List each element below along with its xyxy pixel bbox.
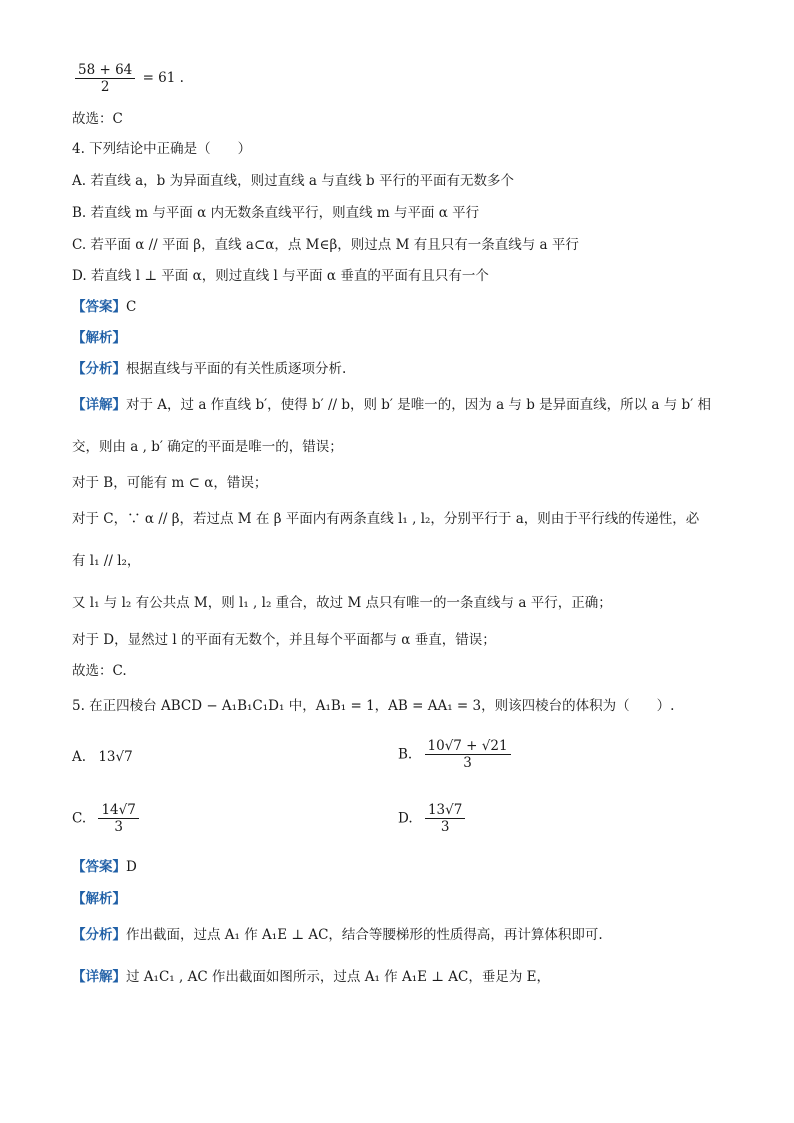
q4-detail-1 bbox=[72, 396, 711, 414]
q5-analysis bbox=[72, 890, 126, 908]
fraction-denominator: 3 bbox=[440, 819, 450, 835]
detail-tag: 【详解】 bbox=[72, 969, 126, 985]
q5-option-c bbox=[72, 802, 142, 835]
q4-detail-7: 对于 D，显然过 l 的平面有无数个，并且每个平面都与 α 垂直，错误； bbox=[72, 632, 496, 648]
q5-detail-1 bbox=[72, 968, 550, 986]
q4-option-c: C. 若平面 α // 平面 β，直线 a⊂α，点 M∈β，则过点 M 有且只有一条直线与 a 平行 bbox=[72, 237, 579, 253]
fraction-expression bbox=[72, 62, 184, 95]
q4-option-a: A. 若直线 a，b 为异面直线，则过直线 a 与直线 b 平行的平面有无数多个 bbox=[72, 173, 514, 189]
fenxi-text: 根据直线与平面的有关性质逐项分析. bbox=[126, 361, 347, 377]
q4-detail-6: 又 l₁ 与 l₂ 有公共点 M，则 l₁ , l₂ 重合，故过 M 点只有唯一的一条直线与 a 平行，正确； bbox=[72, 595, 612, 611]
q4-detail-4: 对于 C，∵ α // β，若过点 M 在 β 平面内有两条直线 l₁ , l₂，分别平行于 a，则由于平行线的传递性，必 bbox=[72, 511, 700, 527]
q4-detail-3: 对于 B，可能有 m ⊂ α，错误； bbox=[72, 475, 268, 491]
q4-answer bbox=[72, 298, 136, 316]
analysis-tag: 【解析】 bbox=[72, 891, 126, 907]
option-label: A. bbox=[72, 749, 87, 765]
fraction-denominator: 3 bbox=[463, 755, 472, 771]
q4-detail-5: 有 l₁ // l₂， bbox=[72, 553, 141, 569]
q4-analysis bbox=[72, 329, 126, 347]
q4-stem: 4. 下列结论中正确是（ ） bbox=[72, 141, 252, 157]
fenxi-tag: 【分析】 bbox=[72, 927, 126, 943]
q5-option-d bbox=[398, 802, 468, 835]
option-label: B. bbox=[398, 746, 413, 763]
answer-value: C bbox=[126, 299, 137, 315]
option-fraction bbox=[98, 802, 138, 835]
q4-option-d: D. 若直线 l ⊥ 平面 α，则过直线 l 与平面 α 垂直的平面有且只有一个 bbox=[72, 268, 489, 284]
q4-option-b: B. 若直线 m 与平面 α 内无数条直线平行，则直线 m 与平面 α 平行 bbox=[72, 205, 480, 221]
option-label: D. bbox=[398, 810, 413, 827]
q4-detail-2: 交，则由 a , b′ 确定的平面是唯一的，错误； bbox=[72, 439, 343, 455]
fraction-numerator: 13√7 bbox=[425, 802, 465, 819]
fraction-denominator: 3 bbox=[114, 819, 123, 835]
answer-tag: 【答案】 bbox=[72, 299, 126, 315]
answer-value: D bbox=[126, 859, 137, 875]
option-value: 13√7 bbox=[98, 749, 133, 765]
detail-text: 过 A₁C₁ , AC 作出截面如图所示，过点 A₁ 作 A₁E ⊥ AC，垂足为 E， bbox=[126, 969, 550, 985]
detail-text: 对于 A，过 a 作直线 b′，使得 b′ // b，则 b′ 是唯一的，因为 a 与 b 是异面直线，所以 a 与 b′ 相 bbox=[126, 397, 712, 413]
detail-tag: 【详解】 bbox=[72, 397, 126, 413]
q5-stem: 5. 在正四棱台 ABCD − A₁B₁C₁D₁ 中，A₁B₁ = 1，AB = AA₁ = 3，则该四棱台的体积为（ ）. bbox=[72, 698, 675, 714]
fraction-numerator: 10√7 + √21 bbox=[425, 738, 511, 755]
q5-fenxi bbox=[72, 926, 603, 944]
q5-option-b bbox=[398, 738, 514, 771]
q5-option-a bbox=[72, 748, 133, 766]
previous-answer: 故选：C bbox=[72, 111, 123, 127]
q5-answer bbox=[72, 858, 137, 876]
answer-tag: 【答案】 bbox=[72, 859, 126, 875]
fraction-denominator: 2 bbox=[100, 79, 110, 95]
option-fraction bbox=[425, 738, 511, 771]
option-fraction bbox=[425, 802, 465, 835]
q4-detail-8: 故选：C. bbox=[72, 663, 127, 679]
fraction-result: = 61 . bbox=[142, 70, 184, 86]
option-label: C. bbox=[72, 810, 87, 827]
fenxi-tag: 【分析】 bbox=[72, 361, 126, 377]
q4-fenxi bbox=[72, 360, 346, 378]
analysis-tag: 【解析】 bbox=[72, 330, 126, 346]
fenxi-text: 作出截面，过点 A₁ 作 A₁E ⊥ AC，结合等腰梯形的性质得高，再计算体积即可. bbox=[126, 927, 603, 943]
fraction-numerator: 14√7 bbox=[98, 802, 138, 819]
fraction-numerator: 58 + 64 bbox=[75, 62, 135, 79]
fraction bbox=[75, 62, 135, 95]
